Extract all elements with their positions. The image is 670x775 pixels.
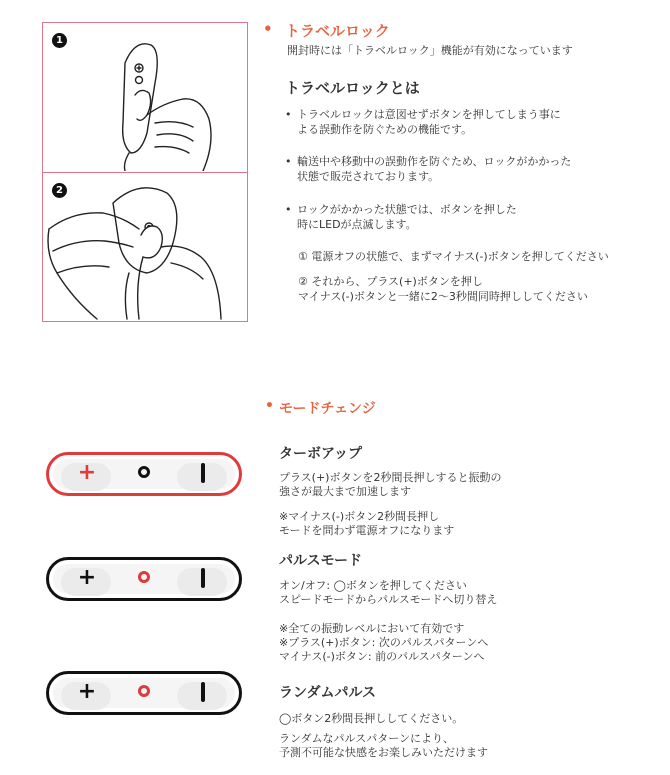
plus-button-icon: + (77, 679, 97, 704)
bullet-icon: • (285, 155, 292, 168)
mode-turbo-title: ターボアップ (279, 446, 363, 462)
travel-lock-intro: 開封時には「トラベルロック」機能が有効になっています (287, 44, 573, 57)
mode-random-pulse-description: ◯ボタン2秒間長押ししてください。 (279, 712, 464, 725)
minus-button-icon (201, 463, 205, 483)
plus-button-icon: + (77, 460, 97, 485)
remote-pulse-diagram (46, 557, 242, 601)
unlock-step-1: ① 電源オフの状態で、まずマイナス(-)ボタンを押してください (298, 250, 609, 263)
mode-random-pulse-note: ランダムなパルスパターンにより、 予測不可能な快感をお楽しみいただけます (279, 732, 488, 759)
bullet-icon: • (285, 108, 292, 121)
travel-lock-subheading: トラベルロックとは (285, 79, 420, 97)
circle-button-icon (138, 685, 150, 697)
remote-random-pulse-diagram (46, 671, 242, 715)
section-bullet-icon: • (265, 398, 274, 414)
hand-holding-device-illustration (43, 23, 247, 171)
remote-turbo-diagram (46, 452, 242, 496)
mode-random-pulse-title: ランダムパルス (279, 685, 377, 701)
mode-change-title: モードチェンジ (279, 401, 376, 417)
mode-pulse-note: ※全ての振動レベルにおいて有効です ※プラス(+)ボタン: 次のパルスパターンへ マイナス(-)ボタン: 前のパルスパターンへ (279, 622, 489, 663)
circle-button-icon (138, 571, 150, 583)
minus-button-icon (201, 682, 205, 702)
plus-button-icon: + (77, 565, 97, 590)
illustration-panel (42, 22, 248, 322)
mode-turbo-description: プラス(+)ボタンを2秒間長押しすると振動の 強さが最大まで加速します (279, 471, 502, 498)
bullet-icon: • (285, 203, 292, 216)
two-hands-pressing-buttons-illustration (43, 173, 247, 321)
mode-turbo-note: ※マイナス(-)ボタン2秒間長押し モードを問わず電源オフになります (279, 510, 455, 537)
section-bullet-icon: • (263, 20, 273, 38)
step-2-badge: 2 (52, 183, 67, 198)
mode-pulse-description: オン/オフ: ◯ボタンを押してください スピードモードからパルスモードへ切り替え (279, 579, 498, 606)
circle-button-icon (138, 466, 150, 478)
mode-pulse-title: パルスモード (279, 553, 363, 569)
unlock-step-2: ② それから、プラス(+)ボタンを押し マイナス(-)ボタンと一緒に2〜3秒間同時押ししてください (298, 275, 588, 303)
minus-button-icon (201, 568, 205, 588)
step-1-badge: 1 (52, 33, 67, 48)
travel-lock-title: トラベルロック (285, 22, 390, 40)
